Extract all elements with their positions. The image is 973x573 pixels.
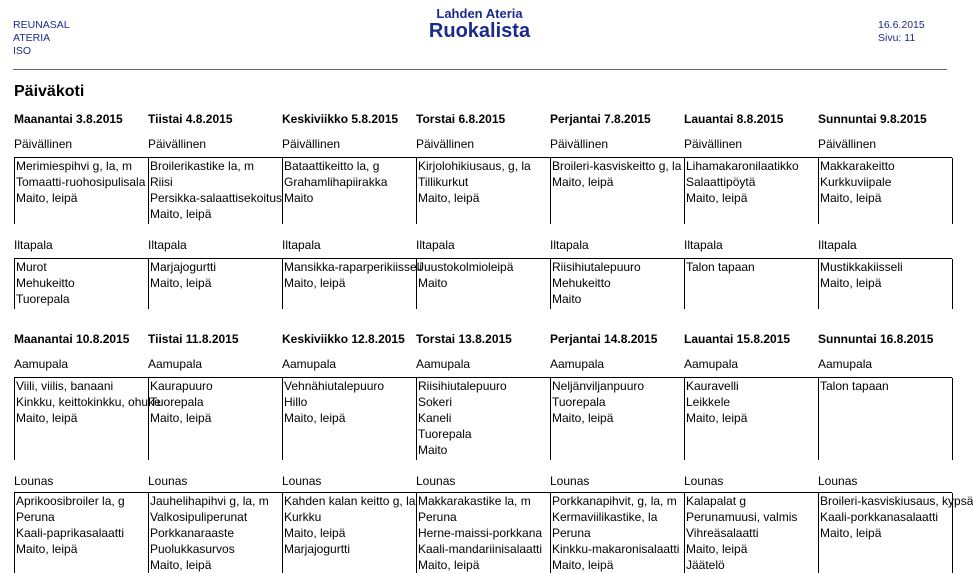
menu-item: Kaurapuuro bbox=[150, 379, 213, 393]
day-heading: Maanantai 10.8.2015 bbox=[14, 332, 130, 346]
menu-item: Marjajogurtti bbox=[284, 542, 351, 556]
menu-item: Maito, leipä bbox=[150, 411, 212, 425]
menu-item: Kahden kalan keitto g, la bbox=[284, 494, 416, 508]
menu-cell bbox=[282, 259, 423, 309]
day-heading: Lauantai 8.8.2015 bbox=[684, 112, 784, 126]
meal-label: Iltapala bbox=[14, 238, 53, 252]
menu-item: Maito, leipä bbox=[150, 207, 212, 221]
menu-item: Maito, leipä bbox=[820, 276, 882, 290]
menu-cell bbox=[148, 158, 282, 224]
menu-item: Mehukeitto bbox=[552, 276, 611, 290]
menu-item: Kaneli bbox=[418, 411, 452, 425]
page-title: Päiväkoti bbox=[14, 83, 85, 100]
org-code-line: ATERIA bbox=[13, 32, 51, 44]
meal-label: Iltapala bbox=[550, 238, 589, 252]
menu-cell bbox=[684, 259, 818, 309]
menu-item: Maito bbox=[552, 292, 582, 306]
meal-label: Aamupala bbox=[148, 357, 203, 371]
day-heading: Sunnuntai 16.8.2015 bbox=[818, 332, 934, 346]
meal-label: Aamupala bbox=[684, 357, 739, 371]
menu-item: Maito, leipä bbox=[686, 191, 748, 205]
menu-item: Mansikka-raparperikiisseli bbox=[284, 260, 423, 274]
menu-item: Broileri-kasviskeitto g, la bbox=[552, 159, 682, 173]
meal-label: Päivällinen bbox=[14, 137, 73, 151]
day-heading: Keskiviikko 5.8.2015 bbox=[282, 112, 399, 126]
menu-cell bbox=[14, 493, 148, 573]
day-heading: Sunnuntai 9.8.2015 bbox=[818, 112, 927, 126]
menu-item: Maito, leipä bbox=[150, 276, 212, 290]
menu-item: Puolukkasurvos bbox=[150, 542, 235, 556]
menu-item: Riisi bbox=[150, 175, 173, 189]
day-heading: Tiistai 4.8.2015 bbox=[148, 112, 233, 126]
menu-item: Riisihiutalepuuro bbox=[552, 260, 641, 274]
menu-item: Tuorepala bbox=[16, 292, 70, 306]
menu-item: Lihamakaronilaatikko bbox=[686, 159, 799, 173]
meal-label: Päivällinen bbox=[818, 137, 877, 151]
menu-item: Jäätelö bbox=[686, 558, 725, 572]
menu-cell bbox=[818, 158, 953, 224]
menu-item: Kaali-paprikasalaatti bbox=[16, 526, 125, 540]
menu-cell bbox=[416, 378, 550, 460]
menu-item: Makkarakeitto bbox=[820, 159, 895, 173]
menu-item: Tuorepala bbox=[418, 427, 472, 441]
menu-item: Perunamuusi, valmis bbox=[686, 510, 798, 524]
menu-cell bbox=[416, 493, 550, 573]
menu-item: Tillikurkut bbox=[418, 175, 469, 189]
menu-item: Maito, leipä bbox=[418, 191, 480, 205]
menu-cell bbox=[416, 259, 550, 309]
header-divider bbox=[13, 69, 947, 70]
menu-item: Maito bbox=[418, 276, 448, 290]
menu-item: Peruna bbox=[552, 526, 591, 540]
menu-item: Bataattikeitto la, g bbox=[284, 159, 380, 173]
menu-item: Tuorepala bbox=[150, 395, 204, 409]
menu-cell bbox=[14, 158, 148, 224]
menu-item: Maito, leipä bbox=[150, 558, 212, 572]
menu-cell bbox=[550, 158, 684, 224]
menu-item: Maito, leipä bbox=[284, 411, 346, 425]
menu-cell bbox=[684, 158, 818, 224]
menu-grid bbox=[14, 492, 973, 573]
menu-item: Juustokolmioleipä bbox=[418, 260, 514, 274]
menu-item: Maito, leipä bbox=[552, 411, 614, 425]
menu-item: Maito, leipä bbox=[16, 191, 78, 205]
print-info bbox=[878, 19, 925, 45]
menu-item: Neljänviljanpuuro bbox=[552, 379, 645, 393]
meal-label: Lounas bbox=[818, 474, 858, 488]
menu-item: Broilerikastike la, m bbox=[150, 159, 255, 173]
meal-label: Aamupala bbox=[818, 357, 873, 371]
menu-item: Grahamlihapiirakka bbox=[284, 175, 388, 189]
menu-item: Kirjolohikiusaus, g, la bbox=[418, 159, 531, 173]
menu-item: Aprikoosibroiler la, g bbox=[16, 494, 125, 508]
menu-item: Kaali-mandariinisalaatti bbox=[418, 542, 543, 556]
meal-label: Päivällinen bbox=[282, 137, 341, 151]
meal-label: Päivällinen bbox=[550, 137, 609, 151]
document-title: Ruokalista bbox=[428, 20, 531, 42]
meal-label: Iltapala bbox=[282, 238, 321, 252]
menu-grid bbox=[14, 377, 952, 460]
menu-item: Porkkanapihvit, g, la, m bbox=[552, 494, 677, 508]
menu-cell bbox=[684, 493, 818, 573]
meal-label: Lounas bbox=[416, 474, 456, 488]
menu-item: Maito, leipä bbox=[552, 175, 614, 189]
menu-item: Murot bbox=[16, 260, 47, 274]
org-code-line: REUNASAL bbox=[13, 19, 70, 31]
menu-cell bbox=[14, 259, 148, 309]
meal-label: Aamupala bbox=[416, 357, 471, 371]
menu-item: Talon tapaan bbox=[686, 260, 755, 274]
menu-item: Mehukeitto bbox=[16, 276, 75, 290]
meal-label: Lounas bbox=[148, 474, 188, 488]
menu-item: Tomaatti-ruohosipulisala bbox=[16, 175, 146, 189]
day-heading: Tiistai 11.8.2015 bbox=[148, 332, 239, 346]
meal-label: Iltapala bbox=[684, 238, 723, 252]
menu-item: Maito, leipä bbox=[686, 542, 748, 556]
menu-item: Maito bbox=[284, 191, 314, 205]
meal-label: Päivällinen bbox=[148, 137, 207, 151]
menu-item: Maito bbox=[418, 443, 448, 457]
menu-item: Maito, leipä bbox=[16, 411, 78, 425]
menu-item: Porkkanaraaste bbox=[150, 526, 235, 540]
menu-cell bbox=[282, 378, 416, 460]
menu-cell bbox=[148, 378, 282, 460]
meal-label: Lounas bbox=[14, 474, 54, 488]
menu-item: Jauhelihapihvi g, la, m bbox=[150, 494, 269, 508]
menu-item: Leikkele bbox=[686, 395, 731, 409]
meal-label: Aamupala bbox=[550, 357, 605, 371]
day-heading: Torstai 13.8.2015 bbox=[416, 332, 512, 346]
day-heading: Perjantai 7.8.2015 bbox=[550, 112, 651, 126]
menu-cell bbox=[550, 259, 684, 309]
menu-cell bbox=[14, 378, 161, 460]
menu-item: Vihreäsalaatti bbox=[686, 526, 759, 540]
menu-item: Herne-maissi-porkkana bbox=[418, 526, 543, 540]
menu-item: Broileri-kasviskiusaus, kypsä bbox=[820, 494, 973, 508]
menu-cell bbox=[818, 259, 953, 309]
menu-item: Maito, leipä bbox=[820, 191, 882, 205]
menu-item: Viili, viilis, banaani bbox=[16, 379, 114, 393]
meal-label: Lounas bbox=[684, 474, 724, 488]
menu-item: Kinkku, keittokinkku, ohuke bbox=[16, 395, 161, 409]
menu-grid bbox=[14, 157, 952, 224]
menu-cell bbox=[148, 259, 282, 309]
menu-cell bbox=[684, 378, 818, 460]
menu-cell bbox=[818, 493, 973, 573]
menu-item: Kauravelli bbox=[686, 379, 739, 393]
menu-item: Tuorepala bbox=[552, 395, 606, 409]
meal-label: Päivällinen bbox=[684, 137, 743, 151]
menu-cell bbox=[818, 378, 953, 460]
menu-item: Riisihiutalepuuro bbox=[418, 379, 507, 393]
day-heading: Keskiviikko 12.8.2015 bbox=[282, 332, 405, 346]
menu-item: Maito, leipä bbox=[284, 526, 346, 540]
menu-item: Maito, leipä bbox=[820, 526, 882, 540]
menu-grid bbox=[14, 258, 952, 309]
menu-item: Kaali-porkkanasalaatti bbox=[820, 510, 939, 524]
meal-label: Lounas bbox=[282, 474, 322, 488]
menu-item: Salaattipöytä bbox=[686, 175, 756, 189]
meal-label: Lounas bbox=[550, 474, 590, 488]
menu-cell bbox=[550, 378, 684, 460]
menu-item: Maito, leipä bbox=[418, 558, 480, 572]
meal-label: Iltapala bbox=[818, 238, 857, 252]
menu-item: Kurkkuviipale bbox=[820, 175, 892, 189]
menu-item: Merimiespihvi g, la, m bbox=[16, 159, 133, 173]
page-number: Sivu: 11 bbox=[878, 32, 916, 44]
meal-label: Päivällinen bbox=[416, 137, 475, 151]
menu-item: Maito, leipä bbox=[16, 542, 78, 556]
meal-label: Iltapala bbox=[148, 238, 187, 252]
day-heading: Lauantai 15.8.2015 bbox=[684, 332, 791, 346]
menu-item: Marjajogurtti bbox=[150, 260, 217, 274]
menu-cell bbox=[416, 158, 550, 224]
meal-label: Iltapala bbox=[416, 238, 455, 252]
meal-label: Aamupala bbox=[282, 357, 337, 371]
menu-cell bbox=[282, 158, 416, 224]
menu-item: Vehnähiutalepuuro bbox=[284, 379, 385, 393]
menu-cell bbox=[282, 493, 416, 573]
menu-item: Peruna bbox=[16, 510, 55, 524]
menu-item: Maito, leipä bbox=[686, 411, 748, 425]
menu-item: Talon tapaan bbox=[820, 379, 889, 393]
day-heading: Torstai 6.8.2015 bbox=[416, 112, 506, 126]
day-heading: Perjantai 14.8.2015 bbox=[550, 332, 658, 346]
menu-item: Kalapalat g bbox=[686, 494, 747, 508]
menu-cell bbox=[550, 493, 684, 573]
day-heading: Maanantai 3.8.2015 bbox=[14, 112, 123, 126]
organization-name: Lahden Ateria bbox=[436, 6, 523, 21]
meal-label: Aamupala bbox=[14, 357, 69, 371]
menu-item: Maito, leipä bbox=[284, 276, 346, 290]
menu-item: Peruna bbox=[418, 510, 457, 524]
print-date: 16.6.2015 bbox=[878, 19, 925, 31]
menu-item: Hillo bbox=[284, 395, 308, 409]
menu-item: Kermaviilikastike, la bbox=[552, 510, 658, 524]
menu-cell bbox=[148, 493, 282, 573]
menu-item: Valkosipuliperunat bbox=[150, 510, 248, 524]
menu-item: Persikka-salaattisekoitus bbox=[150, 191, 283, 205]
menu-item: Kurkku bbox=[284, 510, 322, 524]
menu-item: Kinkku-makaronisalaatti bbox=[552, 542, 680, 556]
org-code-line: ISO bbox=[13, 45, 32, 57]
menu-item: Mustikkakiisseli bbox=[820, 260, 903, 274]
menu-item: Makkarakastike la, m bbox=[418, 494, 531, 508]
menu-item: Maito, leipä bbox=[552, 558, 614, 572]
menu-item: Sokeri bbox=[418, 395, 453, 409]
